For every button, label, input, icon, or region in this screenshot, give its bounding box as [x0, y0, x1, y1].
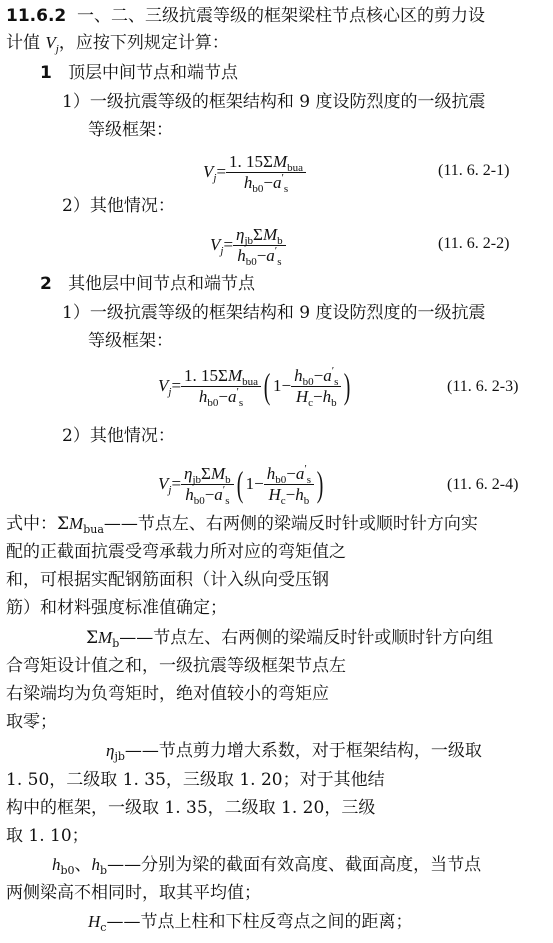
- sum-symbol: Σ: [253, 224, 263, 244]
- subitem-text: 一级抗震等级的框架结构和 9 度设防烈度的一级抗震: [89, 92, 486, 112]
- formula-11-6-2-2: $V_j$ = $\frac{\eta_{jb}\Sigma M_b}{h_{b0}-a'_s}$: [210, 220, 286, 270]
- clause-heading-line-2: [6, 33, 229, 53]
- minus-sign: −: [204, 484, 215, 504]
- item-2-2-line-1: [62, 426, 175, 446]
- heading-text-pre: 计值: [6, 33, 40, 53]
- subitem-text: 其他情况：: [89, 426, 175, 446]
- item-title-text: 顶层中间节点和端节点: [68, 63, 239, 83]
- definition-text: 分别为梁的截面有效高度、截面高度，当节点: [141, 855, 482, 875]
- sum-symbol: Σ: [263, 151, 273, 171]
- one-minus-text: 1−: [273, 376, 292, 395]
- equation-number: (11. 6. 2-3): [447, 378, 519, 395]
- definition-hb0-hb: $h_{b0}$、$h_b——$分别为梁的截面有效高度、截面高度，当节点: [52, 855, 482, 877]
- item-1-title: [40, 63, 238, 83]
- minus-sign: −: [263, 172, 273, 192]
- definition-dash: ——: [124, 741, 159, 761]
- subitem-text: 等级框架：: [88, 120, 173, 140]
- subitem-marker: 1）: [62, 303, 90, 323]
- definition-dash: ——: [119, 628, 154, 648]
- equation-number: (11. 6. 2-4): [447, 476, 519, 493]
- definition-text: 两侧梁高不相同时，取其平均值；: [6, 883, 261, 903]
- clause-heading-text: 一、二、三级抗震等级的框架梁柱节点核心区的剪力设: [77, 6, 486, 26]
- item-1-2-line-1: [62, 196, 175, 216]
- item-2-1-line-1: [62, 303, 485, 323]
- item-1-1-line-2: [88, 120, 173, 140]
- item-1-1-line-1: [62, 92, 485, 112]
- minus-sign: −: [285, 484, 296, 504]
- definition-text: 右梁端均为负弯矩时，绝对值较小的弯矩应: [6, 684, 329, 704]
- definition-text: 节点上柱和下柱反弯点之间的距离；: [140, 912, 413, 932]
- minus-sign: −: [218, 386, 228, 406]
- definition-hc: $H_c——$节点上柱和下柱反弯点之间的距离；: [88, 912, 413, 934]
- heading-text-post: ，应按下列规定计算：: [58, 33, 229, 53]
- definition-text: 配的正截面抗震受弯承载力所对应的弯矩值之: [6, 542, 346, 562]
- definition-text: 取零；: [6, 712, 57, 732]
- definition-text: 构中的框架，一级取 1. 35，二级取 1. 20，三级: [6, 798, 376, 818]
- definition-text: 和，可根据实配钢筋面积（计入纵向受压钢: [6, 570, 329, 590]
- clause-number: 11.6.2: [6, 6, 67, 26]
- item-number: 2: [40, 274, 52, 294]
- formula-11-6-2-3: $V_j$ = $\frac{1. 15\Sigma M_{bua}}{h_{b0}-a'_s}$ ( 1− $\frac{h_{b0}-a'_s}{H_c-h_b}$ ): [158, 364, 351, 409]
- subitem-marker: 2）: [62, 196, 90, 216]
- item-number: 1: [40, 63, 52, 83]
- formula-11-6-2-4: $V_j$ = $\frac{\eta_{jb}\Sigma M_b}{h_{b0}-a'_s}$ ( 1− $\frac{h_{b0}-a'_s}{H_c-h_b}$ ): [158, 462, 324, 507]
- equation-number: (11. 6. 2-1): [438, 162, 510, 179]
- one-minus-text: 1−: [245, 474, 264, 493]
- sum-symbol: Σ: [57, 514, 70, 534]
- minus-sign: −: [286, 463, 296, 483]
- minus-sign: −: [256, 245, 267, 265]
- definition-text: 节点剪力增大系数，对于框架结构，一级取: [158, 741, 482, 761]
- definition-mbua: 式中：$\Sigma M_{bua}——$节点左、右两侧的梁端反时针或顺时针方向实: [6, 514, 478, 536]
- coef-text: 1. 15: [229, 151, 264, 171]
- definition-dash: ——: [106, 912, 141, 932]
- definition-dash: ——: [103, 514, 138, 534]
- subitem-marker: 1）: [62, 92, 90, 112]
- definition-text: 1. 50，二级取 1. 35，三级取 1. 20；对于其他结: [6, 770, 385, 790]
- sum-symbol: Σ: [201, 463, 211, 483]
- definition-prefix: 式中：: [6, 514, 57, 534]
- definition-text: 合弯矩设计值之和，一级抗震等级框架节点左: [6, 656, 346, 676]
- coef-text: 1. 15: [184, 365, 219, 385]
- definition-text: 取 1. 10；: [6, 826, 89, 846]
- clause-heading-line-1: [6, 6, 485, 26]
- definition-text: 节点左、右两侧的梁端反时针或顺时针方向组: [153, 628, 494, 648]
- definition-separator: 、: [74, 855, 92, 875]
- item-2-title: [40, 274, 255, 294]
- equation-number: (11. 6. 2-2): [438, 235, 510, 252]
- item-2-1-line-2: [88, 331, 173, 351]
- definition-eta-jb: $\eta_{jb}——$节点剪力增大系数，对于框架结构，一级取: [106, 741, 482, 763]
- definition-dash: ——: [107, 855, 142, 875]
- sum-symbol: Σ: [218, 365, 228, 385]
- definition-text: 节点左、右两侧的梁端反时针或顺时针方向实: [137, 514, 478, 534]
- formula-11-6-2-1: $V_j$ = $\frac{1. 15\Sigma M_{bua}}{h_{b0}-a'_s}$: [203, 147, 306, 197]
- minus-sign: −: [313, 365, 324, 385]
- symbol-vj: $V_j$: [45, 33, 59, 55]
- subitem-marker: 2）: [62, 426, 90, 446]
- subitem-text: 其他情况：: [89, 196, 175, 216]
- definition-text: 筋）和材料强度标准值确定；: [6, 598, 227, 618]
- minus-sign: −: [313, 386, 323, 406]
- sum-symbol: Σ: [86, 628, 99, 648]
- subitem-text: 等级框架：: [88, 331, 173, 351]
- definition-mb: $\Sigma M_b——$节点左、右两侧的梁端反时针或顺时针方向组: [86, 628, 494, 650]
- subitem-text: 一级抗震等级的框架结构和 9 度设防烈度的一级抗震: [89, 303, 486, 323]
- item-title-text: 其他层中间节点和端节点: [68, 274, 256, 294]
